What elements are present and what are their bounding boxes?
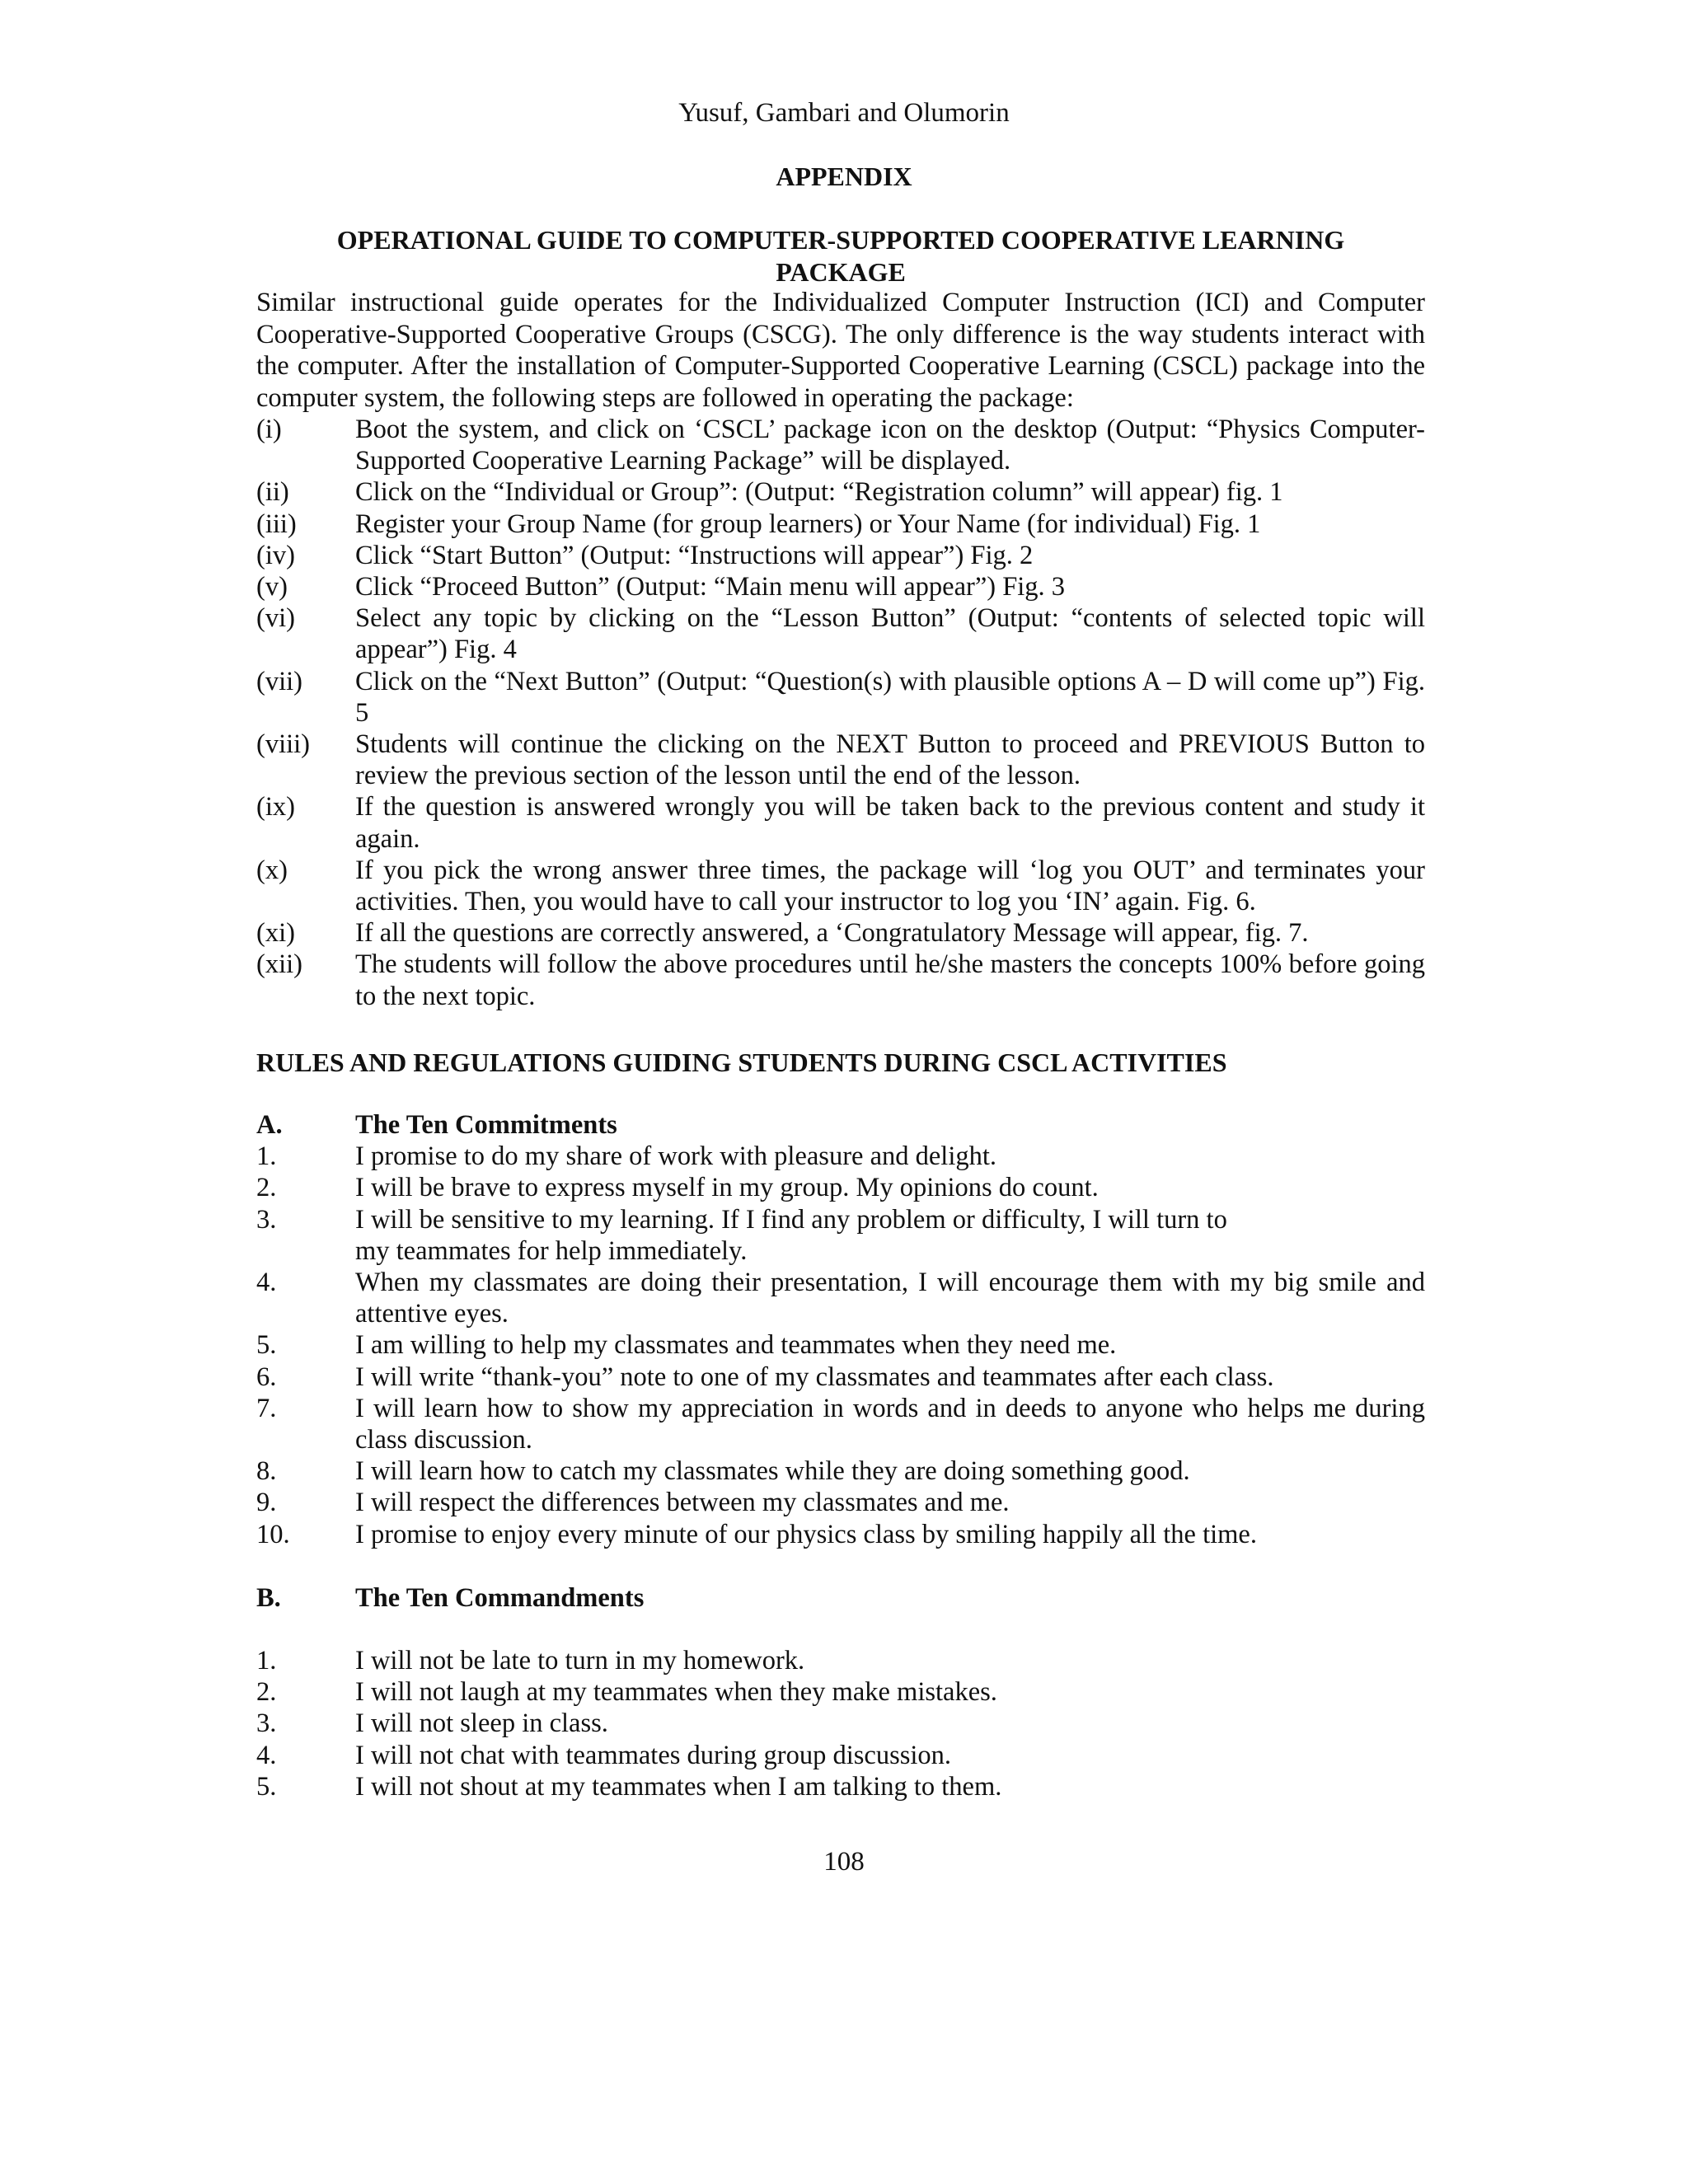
section-marker: B. <box>256 1583 281 1613</box>
step-marker: (vi) <box>256 603 295 634</box>
item-number: 1. <box>256 1141 277 1172</box>
item-text: I will learn how to catch my classmates while they are doing something good. <box>355 1456 1190 1487</box>
step-marker: (v) <box>256 572 288 602</box>
step-text: Register your Group Name (for group learners) or Your Name (for individual) Fig. 1 <box>355 509 1261 539</box>
list-item <box>256 1361 1425 1393</box>
step-marker: (i) <box>256 415 282 444</box>
ten-commandments-heading <box>256 1582 1425 1614</box>
item-text: I am willing to help my classmates and teammates when they need me. <box>355 1330 1117 1361</box>
step-marker: (xi) <box>256 918 295 949</box>
item-number: 7. <box>256 1393 277 1423</box>
list-item <box>256 1645 1425 1676</box>
running-head: Yusuf, Gambari and Olumorin <box>678 98 1010 128</box>
item-number: 4. <box>256 1268 277 1298</box>
section-title: The Ten Commandments <box>355 1583 645 1613</box>
item-text: I will not shout at my teammates when I am talking to them. <box>355 1771 1002 1802</box>
section-heading <box>256 1109 1425 1141</box>
step-marker: (iii) <box>256 509 297 539</box>
item-text: I will not chat with teammates during group discussion. <box>355 1740 952 1770</box>
appendix-title: APPENDIX <box>776 162 912 191</box>
list-item <box>256 1708 1425 1739</box>
step-text: Select any topic by clicking on the “Lesson Button” (Output: “contents of selected topic will appear”) Fig. 4 <box>355 603 1425 665</box>
item-number: 6. <box>256 1361 277 1392</box>
list-item <box>256 1740 1425 1771</box>
step-marker: (ii) <box>256 477 289 508</box>
list-item <box>256 1771 1425 1802</box>
list-item <box>256 1204 1425 1235</box>
item-text: I will not sleep in class. <box>355 1708 608 1739</box>
item-text: my teammates for help immediately. <box>355 1235 748 1266</box>
item-number: 9. <box>256 1488 277 1518</box>
step-item <box>256 509 1425 540</box>
intro-paragraph: Similar instructional guide operates for the Individualized Computer Instruction (ICI) and Computer Cooperative-Supported Cooperative Groups (CSCG). The only difference is the way students interact with the computer. After the installation of Computer-Supported Cooperative Learning (CSCL) package into the computer system, the following steps are followed in operating the package: <box>256 288 1425 413</box>
item-number: 3. <box>256 1204 277 1235</box>
step-text: Boot the system, and click on ‘CSCL’ package icon on the desktop (Output: “Physics Computer-Supported Cooperative Learning Package” will be displayed. <box>355 415 1425 476</box>
page-number: 108 <box>823 1847 865 1877</box>
step-text: Click “Proceed Button” (Output: “Main menu will appear”) Fig. 3 <box>355 572 1066 602</box>
item-number: 2. <box>256 1173 277 1203</box>
item-text: I will be brave to express myself in my group. My opinions do count. <box>355 1173 1099 1203</box>
item-number: 5. <box>256 1330 277 1361</box>
step-item <box>256 791 1425 854</box>
step-item <box>256 666 1425 729</box>
step-item <box>256 540 1425 571</box>
item-text: When my classmates are doing their presentation, I will encourage them with my big smile and attentive eyes. <box>355 1268 1425 1329</box>
ten-commandments-list <box>256 1645 1425 1802</box>
item-number: 3. <box>256 1708 277 1739</box>
step-item <box>256 855 1425 917</box>
step-item <box>256 602 1425 665</box>
step-text: Students will continue the clicking on the NEXT Button to proceed and PREVIOUS Button to review the previous section of the lesson until the end of the lesson. <box>355 729 1425 791</box>
item-text: I promise to do my share of work with pleasure and delight. <box>355 1141 997 1172</box>
step-item <box>256 476 1425 508</box>
item-number: 5. <box>256 1771 277 1802</box>
list-item <box>256 1676 1425 1708</box>
step-text: Click on the “Next Button” (Output: “Question(s) with plausible options A – D will come up”) Fig. 5 <box>355 666 1425 728</box>
step-marker: (viii) <box>256 729 310 760</box>
step-item <box>256 414 1425 476</box>
item-number: 1. <box>256 1646 277 1675</box>
ten-commitments-section <box>256 1109 1425 1550</box>
item-number <box>256 1235 355 1267</box>
item-number: 8. <box>256 1456 277 1487</box>
item-text: I will not laugh at my teammates when they make mistakes. <box>355 1677 997 1708</box>
list-item <box>256 1172 1425 1203</box>
list-item <box>256 1519 1425 1550</box>
guide-title: OPERATIONAL GUIDE TO COMPUTER-SUPPORTED COOPERATIVE LEARNING PACKAGE <box>336 225 1345 287</box>
item-number: 2. <box>256 1677 277 1708</box>
step-item <box>256 949 1425 1011</box>
list-item <box>256 1393 1425 1455</box>
list-item <box>256 1235 1425 1267</box>
step-item <box>256 917 1425 949</box>
section-title: The Ten Commitments <box>355 1110 617 1140</box>
step-text: Click “Start Button” (Output: “Instructions will appear”) Fig. 2 <box>355 540 1034 570</box>
section-marker: A. <box>256 1110 283 1140</box>
rules-heading: RULES AND REGULATIONS GUIDING STUDENTS DURING CSCL ACTIVITIES <box>256 1047 1227 1077</box>
step-marker: (vii) <box>256 666 302 696</box>
step-item <box>256 729 1425 791</box>
list-item <box>256 1329 1425 1361</box>
list-item <box>256 1141 1425 1172</box>
item-text: I will respect the differences between my classmates and me. <box>355 1488 1010 1518</box>
step-text: If the question is answered wrongly you will be taken back to the previous content and study it again. <box>355 792 1425 854</box>
step-marker: (ix) <box>256 792 295 823</box>
item-text: I promise to enjoy every minute of our physics class by smiling happily all the time. <box>355 1519 1257 1549</box>
item-number: 4. <box>256 1740 277 1770</box>
item-text: I will write “thank-you” note to one of my classmates and teammates after each class. <box>355 1361 1274 1392</box>
list-item <box>256 1455 1425 1487</box>
step-marker: (iv) <box>256 540 295 570</box>
step-item <box>256 571 1425 602</box>
item-number: 10. <box>256 1519 290 1549</box>
step-text: If all the questions are correctly answered, a ‘Congratulatory Message will appear, fig. 7. <box>355 918 1309 949</box>
step-text: The students will follow the above procedures until he/she masters the concepts 100% before going to the next topic. <box>355 949 1425 1011</box>
step-marker: (xii) <box>256 949 302 980</box>
list-item <box>256 1487 1425 1518</box>
list-item <box>256 1267 1425 1329</box>
operating-steps-list <box>256 414 1425 1012</box>
item-text: I will be sensitive to my learning. If I find any problem or difficulty, I will turn to <box>355 1204 1227 1235</box>
step-text: If you pick the wrong answer three times, the package will ‘log you OUT’ and terminates your activities. Then, you would have to call your instructor to log you ‘IN’ again. Fig. 6. <box>355 855 1425 917</box>
item-text: I will not be late to turn in my homework. <box>355 1646 805 1675</box>
step-text: Click on the “Individual or Group”: (Output: “Registration column” will appear) fig. 1 <box>355 477 1283 508</box>
item-text: I will learn how to show my appreciation in words and in deeds to anyone who helps me during class discussion. <box>355 1393 1425 1455</box>
step-marker: (x) <box>256 855 288 885</box>
section-heading <box>256 1582 1425 1614</box>
